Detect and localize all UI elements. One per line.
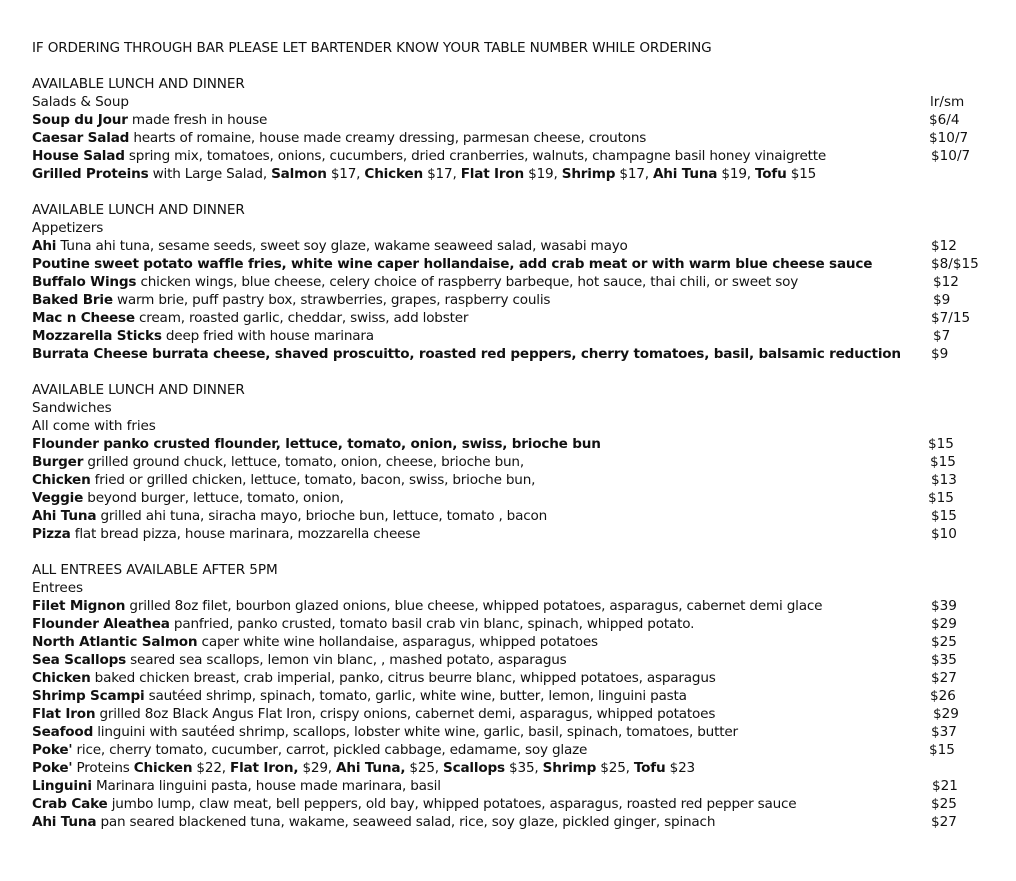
item-price: $26 <box>930 688 956 704</box>
item-price: $10/7 <box>931 148 971 164</box>
protein-price: $35, <box>509 760 539 776</box>
item-name: Poutine sweet potato waffle fries, white wine caper hollandaise, add crab meat or with warm blue cheese sauce <box>32 256 873 272</box>
menu-item <box>32 633 992 651</box>
item-description: grilled ground chuck, lettuce, tomato, onion, cheese, brioche bun, <box>87 454 524 470</box>
item-price: $10/7 <box>929 130 969 146</box>
entrees-section <box>32 561 992 831</box>
item-price: $9 <box>931 346 949 362</box>
item-name: Mozzarella Sticks <box>32 328 162 344</box>
item-description: Tuna ahi tuna, sesame seeds, sweet soy glaze, wakame seaweed salad, wasabi mayo <box>60 238 628 254</box>
item-description: chicken wings, blue cheese, celery choice of raspberry barbeque, hot sauce, thai chili, or sweet soy <box>140 274 799 290</box>
menu-item <box>32 525 992 543</box>
grilled-proteins-row <box>32 165 992 183</box>
item-price: $15 <box>931 508 957 524</box>
item-price: $39 <box>931 598 957 614</box>
protein-name: Chicken <box>364 166 423 182</box>
section-availability: ALL ENTREES AVAILABLE AFTER 5PM <box>32 562 278 578</box>
bar-ordering-notice: IF ORDERING THROUGH BAR PLEASE LET BARTENDER KNOW YOUR TABLE NUMBER WHILE ORDERING <box>32 40 712 56</box>
menu-item <box>32 453 992 471</box>
category-row <box>32 93 992 111</box>
protein-price: $15 <box>790 166 817 182</box>
menu-item <box>32 687 992 705</box>
item-description: rice, cherry tomato, cucumber, carrot, pickled cabbage, edamame, soy glaze <box>76 742 588 758</box>
salads-soup-section <box>32 75 992 183</box>
item-description: linguini with sautéed shrimp, scallops, lobster white wine, garlic, basil, spinach, tomatoes, butter <box>97 724 738 740</box>
protein-name: Ahi Tuna <box>652 166 718 182</box>
sandwiches-section <box>32 381 992 543</box>
protein-name: Tofu <box>633 760 666 776</box>
item-name: Flounder panko crusted flounder, lettuce, tomato, onion, swiss, brioche bun <box>32 436 601 452</box>
menu-item <box>32 471 992 489</box>
item-price: $25 <box>931 634 957 650</box>
menu-item <box>32 111 992 129</box>
protein-name: Ahi Tuna, <box>336 760 406 776</box>
item-price: $29 <box>931 616 957 632</box>
item-name: Filet Mignon <box>32 598 126 614</box>
item-description: grilled 8oz Black Angus Flat Iron, crispy onions, cabernet demi, asparagus, whipped potatoes <box>99 706 716 722</box>
item-description: warm brie, puff pastry box, strawberries, grapes, raspberry coulis <box>116 292 551 308</box>
item-name: Sea Scallops <box>32 652 127 668</box>
item-name: Seafood <box>32 724 94 740</box>
menu-item <box>32 345 992 363</box>
item-name: Caesar Salad <box>32 130 130 146</box>
protein-name: Scallops <box>443 760 505 776</box>
item-name: Baked Brie <box>32 292 113 308</box>
protein-name: Flat Iron <box>460 166 525 182</box>
protein-name: Flat Iron, <box>230 760 299 776</box>
item-price: $15 <box>930 454 956 470</box>
protein-price: $25, <box>409 760 439 776</box>
item-description: with Large Salad, <box>152 166 267 182</box>
item-name: Flat Iron <box>32 706 96 722</box>
item-description: hearts of romaine, house made creamy dressing, parmesan cheese, croutons <box>133 130 647 146</box>
item-name: Ahi Tuna <box>32 508 97 524</box>
menu-item <box>32 309 992 327</box>
item-description: flat bread pizza, house marinara, mozzarella cheese <box>74 526 421 542</box>
section-note: All come with fries <box>32 418 156 434</box>
item-name: Linguini <box>32 778 92 794</box>
item-price: $21 <box>932 778 958 794</box>
item-description: fried or grilled chicken, lettuce, tomato, bacon, swiss, brioche bun, <box>94 472 536 488</box>
section-availability: AVAILABLE LUNCH AND DINNER <box>32 382 245 398</box>
size-column-header: lr/sm <box>930 94 965 110</box>
item-price: $9 <box>933 292 951 308</box>
item-price: $35 <box>931 652 957 668</box>
category-heading: Entrees <box>32 580 83 596</box>
item-price: $15 <box>928 436 954 452</box>
protein-price: $19, <box>528 166 558 182</box>
item-price: $29 <box>933 706 959 722</box>
item-price: $27 <box>931 670 957 686</box>
section-availability: AVAILABLE LUNCH AND DINNER <box>32 76 245 92</box>
item-name: Flounder Aleathea <box>32 616 170 632</box>
item-name: Ahi <box>32 238 57 254</box>
item-price: $7/15 <box>931 310 971 326</box>
menu-item <box>32 435 992 453</box>
item-price: $15 <box>928 490 954 506</box>
category-heading: Appetizers <box>32 220 104 236</box>
protein-price: $17, <box>330 166 361 182</box>
item-description: made fresh in house <box>131 112 268 128</box>
item-price: $8/$15 <box>931 256 979 272</box>
item-name: Burrata Cheese burrata cheese, shaved proscuitto, roasted red peppers, cherry tomatoes, basil, balsamic reduction <box>32 346 901 362</box>
protein-price: $17, <box>427 166 457 182</box>
protein-price: $29, <box>302 760 332 776</box>
protein-name: Tofu <box>755 166 787 182</box>
menu-item <box>32 291 992 309</box>
item-description: seared sea scallops, lemon vin blanc, , mashed potato, asparagus <box>130 652 567 668</box>
item-description: grilled ahi tuna, siracha mayo, brioche bun, lettuce, tomato , bacon <box>100 508 548 524</box>
item-name: Buffalo Wings <box>32 274 137 290</box>
item-description: panfried, panko crusted, tomato basil crab vin blanc, spinach, whipped potato. <box>173 616 695 632</box>
menu-item <box>32 237 992 255</box>
item-name: Poke' <box>32 742 73 758</box>
item-name: Poke' <box>32 760 73 776</box>
item-name: House Salad <box>32 148 125 164</box>
item-description: jumbo lump, claw meat, bell peppers, old bay, whipped potatoes, asparagus, roasted red pepper sauce <box>111 796 797 812</box>
item-name: Veggie <box>32 490 84 506</box>
item-description: sautéed shrimp, spinach, tomato, garlic, white wine, butter, lemon, linguini pasta <box>148 688 687 704</box>
item-price: $25 <box>931 796 957 812</box>
menu-item <box>32 651 992 669</box>
item-price: $10 <box>931 526 957 542</box>
category-heading: Sandwiches <box>32 400 112 416</box>
item-description: deep fried with house marinara <box>165 328 374 344</box>
item-name: Crab Cake <box>32 796 108 812</box>
item-price: $12 <box>931 238 957 254</box>
protein-name: Chicken <box>133 760 193 776</box>
protein-price: $17, <box>619 166 649 182</box>
item-name: Ahi Tuna <box>32 814 97 830</box>
protein-name: Shrimp <box>542 760 597 776</box>
item-description: pan seared blackened tuna, wakame, seaweed salad, rice, soy glaze, pickled ginger, spinach <box>100 814 716 830</box>
item-price: $12 <box>933 274 959 290</box>
protein-name: Salmon <box>271 166 327 182</box>
menu-item <box>32 147 992 165</box>
appetizers-section <box>32 201 992 363</box>
protein-price: $23 <box>669 760 695 776</box>
item-description: baked chicken breast, crab imperial, panko, citrus beurre blanc, whipped potatoes, asparagus <box>94 670 716 686</box>
item-name: Pizza <box>32 526 71 542</box>
menu-item <box>32 741 992 759</box>
item-description: spring mix, tomatoes, onions, cucumbers, dried cranberries, walnuts, champagne basil honey vinaigrette <box>128 148 827 164</box>
menu-item <box>32 705 992 723</box>
menu-item <box>32 129 992 147</box>
category-heading: Salads & Soup <box>32 94 129 110</box>
item-description: cream, roasted garlic, cheddar, swiss, add lobster <box>139 310 469 326</box>
item-name: Mac n Cheese <box>32 310 135 326</box>
poke-proteins-row <box>32 759 992 777</box>
protein-price: $25, <box>600 760 630 776</box>
item-price: $15 <box>929 742 955 758</box>
protein-price: $19, <box>721 166 751 182</box>
item-name: Chicken <box>32 670 91 686</box>
item-name: Soup du Jour <box>32 112 128 128</box>
menu-item <box>32 597 992 615</box>
section-availability: AVAILABLE LUNCH AND DINNER <box>32 202 245 218</box>
item-description: grilled 8oz filet, bourbon glazed onions, blue cheese, whipped potatoes, asparagus, cabernet demi glace <box>129 598 823 614</box>
menu-item <box>32 615 992 633</box>
item-price: $27 <box>931 814 957 830</box>
item-name: Shrimp Scampi <box>32 688 145 704</box>
menu-item <box>32 273 992 291</box>
item-description: Marinara linguini pasta, house made marinara, basil <box>95 778 441 794</box>
item-description: beyond burger, lettuce, tomato, onion, <box>87 490 344 506</box>
menu-item <box>32 813 992 831</box>
item-name: Grilled Proteins <box>32 166 149 182</box>
menu-item <box>32 507 992 525</box>
item-name: Chicken <box>32 472 91 488</box>
item-price: $37 <box>931 724 957 740</box>
menu-item <box>32 489 992 507</box>
protein-name: Shrimp <box>561 166 616 182</box>
item-price: $6/4 <box>929 112 960 128</box>
item-name: North Atlantic Salmon <box>32 634 198 650</box>
menu-item <box>32 795 992 813</box>
item-price: $7 <box>933 328 951 344</box>
menu-item <box>32 723 992 741</box>
protein-price: $22, <box>196 760 226 776</box>
item-price: $13 <box>931 472 957 488</box>
menu-item <box>32 669 992 687</box>
item-description: caper white wine hollandaise, asparagus, whipped potatoes <box>201 634 598 650</box>
item-name: Burger <box>32 454 84 470</box>
menu-item <box>32 255 992 273</box>
item-description: Proteins <box>76 760 130 776</box>
menu-item <box>32 777 992 795</box>
menu-item <box>32 327 992 345</box>
